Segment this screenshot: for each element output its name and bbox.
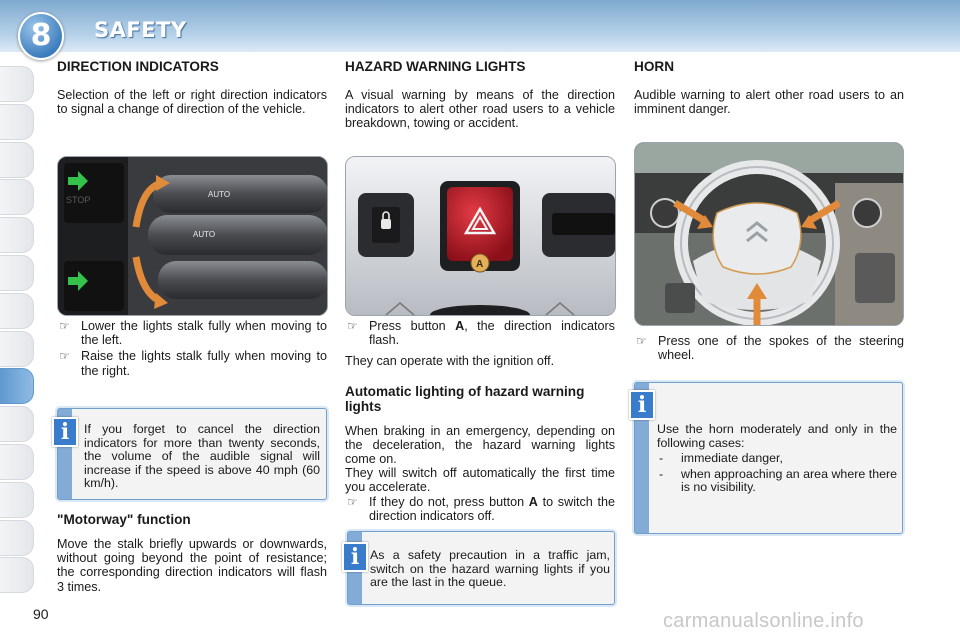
steering-wheel-illustration [635, 143, 903, 325]
chapter-tab[interactable] [0, 557, 34, 593]
motorway-function-section [57, 512, 327, 594]
stalk-auto-label-upper: AUTO [208, 190, 231, 199]
chapter-tab[interactable] [0, 444, 34, 480]
chapter-tab[interactable] [0, 293, 34, 329]
pointing-hand-icon: ☞ [347, 494, 358, 509]
info-icon: i [629, 390, 655, 420]
chapter-tab[interactable] [0, 331, 34, 367]
chapter-tab[interactable] [0, 66, 34, 102]
chapter-tab[interactable] [0, 142, 34, 178]
list-dash: - [659, 451, 664, 466]
hazard-warning-intro: A visual warning by means of the direction indicators to alert other road users to a vehicle breakdown, towing or accident. [345, 88, 615, 131]
info-icon: i [52, 417, 78, 447]
hazard-button-illustration [346, 157, 615, 315]
watermark: carmanualsonline.info [663, 610, 864, 632]
hazard-details [345, 319, 615, 523]
list-dash: - [659, 466, 664, 481]
horn-info-box [634, 382, 903, 534]
hazard-button-label-a: A [476, 259, 484, 270]
chapter-tab[interactable] [0, 255, 34, 291]
hazard-warning-section [345, 58, 615, 131]
direction-indicators-info-box [57, 408, 327, 500]
chapter-title: SAFETY [94, 18, 187, 42]
direction-indicators-info-text: If you forget to cancel the direction indicators for more than twenty seconds, the volume of the audible signal will increase if the speed is above 40 mph (60 km/h). [84, 422, 320, 491]
stop-warning-label: STOP [66, 195, 91, 205]
automatic-hazard-switch-off-text: They will switch off automatically the first time you accelerate. [345, 466, 615, 495]
horn-section [634, 58, 904, 116]
chapter-tab[interactable] [0, 520, 34, 556]
chapter-tab-active[interactable] [0, 368, 34, 404]
bullet-press-button-a: ☞ Press button A, the direction indicators flash. [347, 319, 615, 348]
hazard-info-box [347, 531, 615, 605]
chapter-number-badge: 8 [18, 12, 64, 60]
page-number: 90 [33, 606, 49, 622]
hazard-button-photo [345, 156, 616, 316]
horn-title: HORN [634, 59, 675, 74]
direction-indicators-title: DIRECTION INDICATORS [57, 59, 219, 74]
direction-indicators-intro: Selection of the left or right direction indicators to signal a change of direction of the vehicle. [57, 88, 327, 117]
bullet-press-spoke: ☞ Press one of the spokes of the steering wheel. [636, 334, 904, 363]
hazard-warning-title: HAZARD WARNING LIGHTS [345, 59, 526, 74]
direction-indicators-section [57, 58, 327, 116]
chapter-tab[interactable] [0, 179, 34, 215]
horn-info-content [657, 423, 897, 495]
pointing-hand-icon: ☞ [347, 319, 358, 333]
chapter-tab[interactable] [0, 104, 34, 140]
hazard-operate-text: They can operate with the ignition off. [345, 354, 555, 369]
bullet-lower-stalk: ☞ Lower the lights stalk fully when moving to the left. [59, 319, 327, 348]
automatic-hazard-title: Automatic lighting of hazard warning lights [345, 383, 585, 414]
bullet-raise-stalk: ☞ Raise the lights stalk fully when moving to the right. [59, 349, 327, 378]
chapter-tab[interactable] [0, 482, 34, 518]
horn-bullets [634, 334, 904, 362]
horn-info-item: - when approaching an area where there is no visibility. [659, 466, 897, 495]
lights-stalk-photo [57, 156, 328, 316]
chapter-tabs [0, 66, 34, 595]
horn-intro: Audible warning to alert other road users to an imminent danger. [634, 88, 904, 117]
steering-wheel-photo [634, 142, 904, 326]
chapter-tab[interactable] [0, 217, 34, 253]
chapter-tab[interactable] [0, 406, 34, 442]
stalk-auto-label-lower: AUTO [193, 230, 216, 239]
lights-stalk-illustration [58, 157, 327, 315]
direction-indicators-bullets [57, 319, 327, 378]
pointing-hand-icon: ☞ [59, 319, 70, 333]
horn-info-intro: Use the horn moderately and only in the following cases: [657, 422, 897, 450]
bullet-switch-off: ☞ If they do not, press button A to switch the direction indicators off. [347, 494, 615, 523]
motorway-function-text: Move the stalk briefly upwards or downwards, without going beyond the point of resistance; the corresponding direction indicators will flash 3 times. [57, 537, 327, 594]
pointing-hand-icon: ☞ [636, 334, 647, 348]
info-icon: i [342, 542, 368, 572]
motorway-function-title: "Motorway" function [57, 512, 191, 527]
pointing-hand-icon: ☞ [59, 349, 70, 364]
hazard-info-text: As a safety precaution in a traffic jam, switch on the hazard warning lights if you are the last in the queue. [370, 548, 610, 590]
horn-info-item: - immediate danger, [659, 451, 783, 466]
automatic-hazard-text: When braking in an emergency, depending on the deceleration, the hazard warning lights come on. [345, 423, 615, 467]
